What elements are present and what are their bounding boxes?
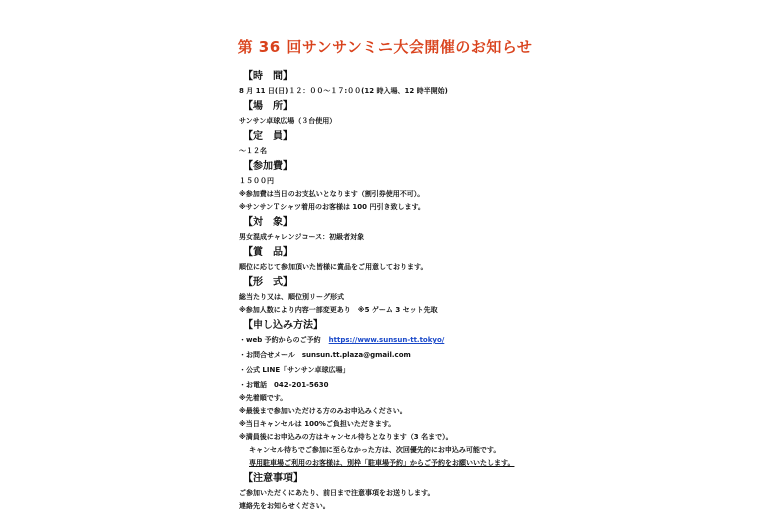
apply-mail: ・お問合せメール sunsun.tt.plaza@gmail.com (239, 351, 411, 359)
apply-note-first-come: ※先着順です。 (239, 394, 288, 402)
apply-note-full-attendance: ※最後まで参加いただける方のみお申込みください。 (239, 407, 407, 415)
apply-phone: ・お電話 042-201-5630 (239, 381, 329, 389)
heading-prize: 【賞 品】 (243, 247, 293, 258)
heading-capacity: 【定 員】 (243, 131, 293, 142)
capacity-text: ～１２名 (239, 147, 267, 155)
format-text: 総当たり又は、順位別リーグ形式 (239, 293, 344, 301)
notice-text-2: 連絡先をお知らせください。 (239, 502, 330, 510)
fee-note-payment: ※参加費は当日のお支払いとなります（割引券使用不可）。 (239, 190, 425, 198)
heading-fee: 【参加費】 (243, 161, 293, 172)
heading-target: 【対 象】 (243, 217, 293, 228)
notice-body (239, 68, 719, 513)
prize-text: 順位に応じて参加頂いた皆様に賞品をご用意しております。 (239, 263, 428, 271)
apply-note-parking: 専用駐車場ご利用のお客様は、別枠「駐車場予約」からご予約をお願いいたします。 (249, 459, 515, 467)
apply-web (239, 334, 719, 347)
website-link[interactable]: https://www.sunsun-tt.tokyo/ (328, 336, 445, 344)
heading-place: 【場 所】 (243, 101, 293, 112)
heading-time: 【時 間】 (243, 71, 293, 82)
heading-notice: 【注意事項】 (243, 473, 303, 484)
fee-amount: １５００円 (239, 177, 274, 185)
heading-apply: 【申し込み方法】 (243, 320, 323, 331)
apply-note-waitlist: ※満員後にお申込みの方はキャンセル待ちとなります（3 名まで）。 (239, 433, 453, 441)
apply-note-cancel-fee: ※当日キャンセルは 100%ご負担いただきます。 (239, 420, 396, 428)
apply-web-label: ・web 予約からのご予約 (239, 336, 321, 344)
apply-note-wait-priority: キャンセル待ちでご参加に至らなかった方は、次回優先的にお申込み可能です。 (249, 446, 501, 454)
format-note: ※参加人数により内容一部変更あり ※5 ゲーム 3 セット先取 (239, 306, 438, 314)
apply-line: ・公式 LINE「サンサン卓球広場」 (239, 366, 350, 374)
time-text: 8 月 11 日(日)１２：００～１７:００(12 時入場、12 時半開始) (239, 87, 448, 95)
place-text: サンサン卓球広場（３台使用） (239, 117, 337, 125)
page-title: 第 36 回サンサンミニ大会開催のお知らせ (237, 38, 533, 56)
notice-text-1: ご参加いただくにあたり、前日まで注意事項をお送りします。 (239, 489, 435, 497)
target-text: 男女混成チャレンジコース：初級者対象 (239, 233, 365, 241)
fee-note-discount: ※サンサンＴシャツ着用のお客様は 100 円引き致します。 (239, 203, 425, 211)
heading-format: 【形 式】 (243, 277, 293, 288)
